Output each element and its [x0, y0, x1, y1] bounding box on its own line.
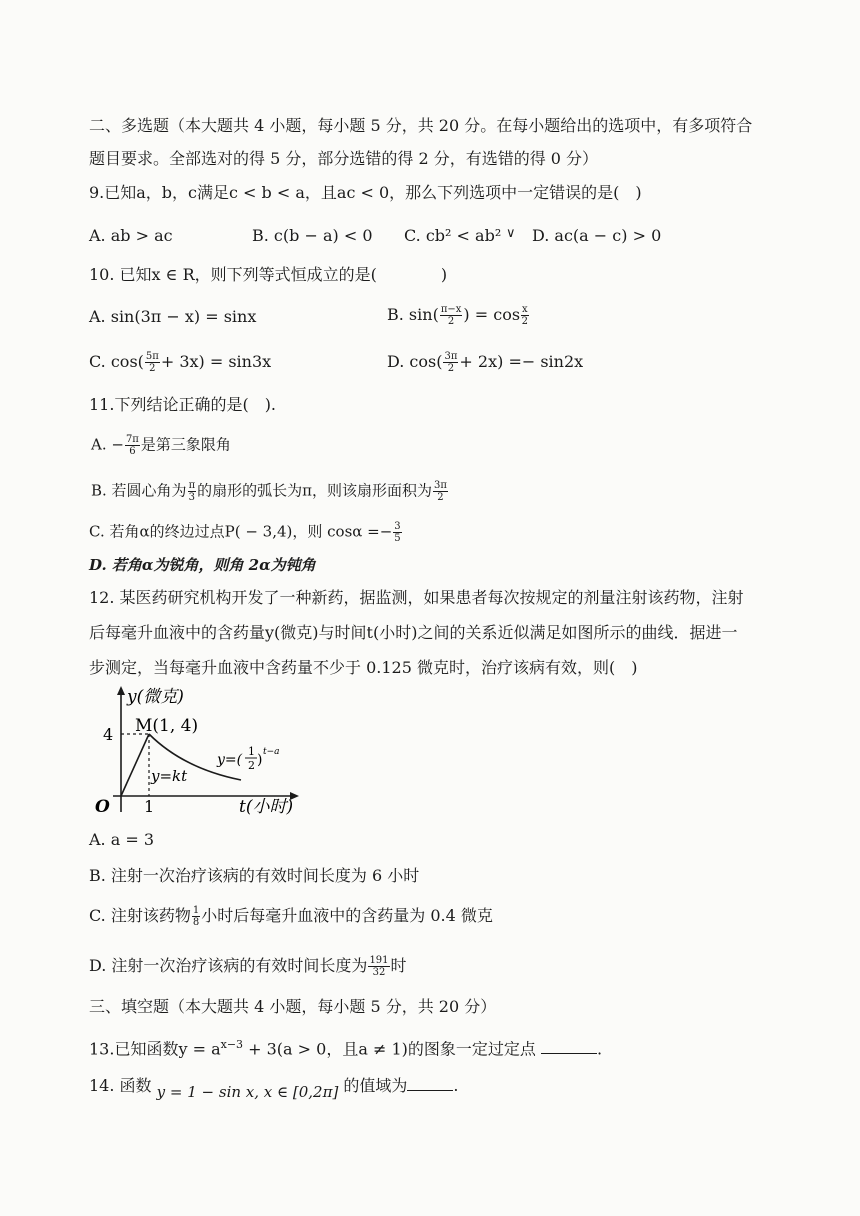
q12-d-post: 时	[390, 956, 407, 975]
q12-option-a: A. a = 3	[89, 830, 155, 849]
q12-d-num: 191	[369, 955, 389, 966]
y-axis-label: y(微克)	[127, 687, 184, 707]
q13-exp: x−3	[220, 1038, 244, 1051]
q13-pre: 13.已知函数y = a	[89, 1039, 221, 1059]
q13-post: + 3(a > 0，且a ≠ 1)的图象一定过定点	[243, 1039, 536, 1059]
q11-b-pre: B. 若圆心角为	[91, 481, 187, 500]
q10-b-num2: x	[522, 304, 528, 315]
q11-b-num2: 3π	[434, 480, 447, 491]
q12-c-post: 小时后每毫升血液中的含药量为 0.4 微克	[201, 906, 493, 925]
q12-d-den: 32	[372, 967, 386, 978]
q13-end: .	[596, 1039, 603, 1059]
x-tick-1: 1	[144, 797, 155, 816]
q11-b-num: π	[188, 480, 196, 491]
q12-option-c	[89, 905, 493, 928]
q11-c-num: 3	[394, 521, 401, 532]
q9-option-c: C. cb² < ab²	[404, 226, 502, 245]
q12-c-num: 1	[192, 905, 200, 916]
q12-line1: 12. 某医药研究机构开发了一种新药，据监测，如果患者每次按规定的剂量注射该药物，注射	[89, 588, 744, 607]
q10-c-pre: C. cos(	[89, 352, 144, 371]
q10-d-post: + 2x) =− sin2x	[459, 352, 584, 371]
q9-check-mark: ∨	[506, 226, 516, 241]
q14-pre: 14. 函数	[89, 1076, 152, 1095]
q11-option-b	[91, 480, 449, 503]
section2-header-line1: 二、多选题（本大题共 4 小题，每小题 5 分，共 20 分。在每小题给出的选项中，有多项符合	[89, 116, 753, 135]
q10-b-mid: ) = cos	[463, 305, 521, 324]
linear-segment	[121, 734, 149, 796]
curve-label-exp: t−a	[263, 747, 280, 757]
q12-d-frac	[368, 955, 389, 978]
section2-header-line2: 题目要求。全部选对的得 5 分，部分选错的得 2 分，有选错的得 0 分）	[89, 149, 599, 168]
q12-c-frac	[192, 905, 200, 928]
q11-option-c	[89, 521, 403, 544]
y-tick-4: 4	[103, 725, 114, 744]
q11-option-d: D. 若角α为锐角，则角 2α为钝角	[89, 556, 316, 574]
line-label: y=kt	[151, 767, 188, 785]
q14-answer-blank[interactable]	[407, 1076, 453, 1091]
q12-graph	[85, 684, 315, 824]
q9-stem: 9.已知a，b，c满足c < b < a，且ac < 0，那么下列选项中一定错误的是( )	[89, 183, 642, 202]
q10-b-den: 2	[447, 316, 455, 327]
q12-d-pre: D. 注射一次治疗该病的有效时间长度为	[89, 956, 368, 975]
q11-a-den: 6	[129, 446, 136, 457]
q11-c-pre: C. 若角α的终边过点P( − 3,4)，则 cosα =−	[89, 522, 393, 541]
origin-label: O	[95, 797, 110, 817]
q11-b-den2: 2	[437, 492, 444, 503]
q11-b-den: 3	[188, 492, 196, 503]
curve-label-den: 2	[248, 759, 255, 772]
q9-option-a: A. ab > ac	[89, 226, 173, 245]
q10-b-den2: 2	[521, 316, 529, 327]
q14-end: .	[453, 1076, 459, 1095]
q10-stem: 10. 已知x ∈ R，则下列等式恒成立的是( )	[89, 265, 448, 284]
q11-c-frac	[393, 521, 401, 544]
q14-text	[89, 1076, 459, 1101]
curve-label-pre: y=(	[217, 752, 243, 768]
q11-option-a	[91, 434, 231, 457]
q12-c-pre: C. 注射该药物	[89, 906, 191, 925]
q10-option-c	[89, 351, 271, 374]
q10-d-frac	[443, 351, 458, 374]
x-axis-label: t(小时)	[239, 797, 294, 817]
y-axis-arrow	[117, 686, 125, 695]
q10-b-num: π−x	[440, 304, 462, 315]
q10-b-frac2	[521, 304, 529, 327]
q10-d-den: 2	[447, 363, 455, 374]
q14-formula: y = 1 − sin x, x ∈ [0,2π]	[156, 1083, 339, 1101]
q10-c-num: 5π	[145, 351, 159, 362]
q11-b-frac1	[188, 480, 197, 503]
q11-a-frac	[125, 434, 140, 457]
q12-line3: 步测定，当每毫升血液中含药量不少于 0.125 微克时，治疗该病有效，则( )	[89, 658, 638, 677]
q10-option-d	[387, 351, 583, 374]
q10-d-num: 3π	[444, 351, 458, 362]
q11-b-mid: 的扇形的弧长为π，则该扇形面积为	[197, 481, 433, 500]
curve-label-post: )	[257, 752, 263, 768]
q11-a-post: 是第三象限角	[140, 435, 231, 454]
q12-line2: 后每毫升血液中的含药量y(微克)与时间t(小时)之间的关系近似满足如图所示的曲线．据进一	[89, 623, 738, 642]
point-m-label: M(1, 4)	[135, 716, 199, 736]
q11-a-num: 7π	[125, 434, 139, 445]
q11-stem: 11.下列结论正确的是( ).	[89, 395, 277, 414]
q9-option-d: D. ac(a − c) > 0	[532, 226, 662, 245]
q10-c-frac	[145, 351, 160, 374]
q10-d-pre: D. cos(	[387, 352, 443, 371]
q12-c-den: 8	[192, 917, 200, 928]
q9-option-b: B. c(b − a) < 0	[252, 226, 373, 245]
curve-label-num: 1	[248, 745, 255, 758]
q14-post: 的值域为	[343, 1076, 408, 1095]
q13-answer-blank[interactable]	[541, 1039, 597, 1054]
section3-header: 三、填空题（本大题共 4 小题，每小题 5 分，共 20 分）	[89, 997, 497, 1016]
q10-option-b	[387, 304, 530, 327]
q10-c-post: + 3x) = sin3x	[160, 352, 272, 371]
q10-b-frac1	[440, 304, 463, 327]
q12-option-d	[89, 955, 407, 978]
q11-a-pre: A. −	[91, 435, 124, 454]
q10-b-pre: B. sin(	[387, 305, 439, 324]
q10-c-den: 2	[149, 363, 156, 374]
q10-option-a: A. sin(3π − x) = sinx	[89, 307, 257, 326]
q11-c-den: 5	[394, 533, 401, 544]
q12-option-b: B. 注射一次治疗该病的有效时间长度为 6 小时	[89, 866, 420, 885]
q13-text	[89, 1035, 602, 1059]
q11-b-frac2	[433, 480, 448, 503]
